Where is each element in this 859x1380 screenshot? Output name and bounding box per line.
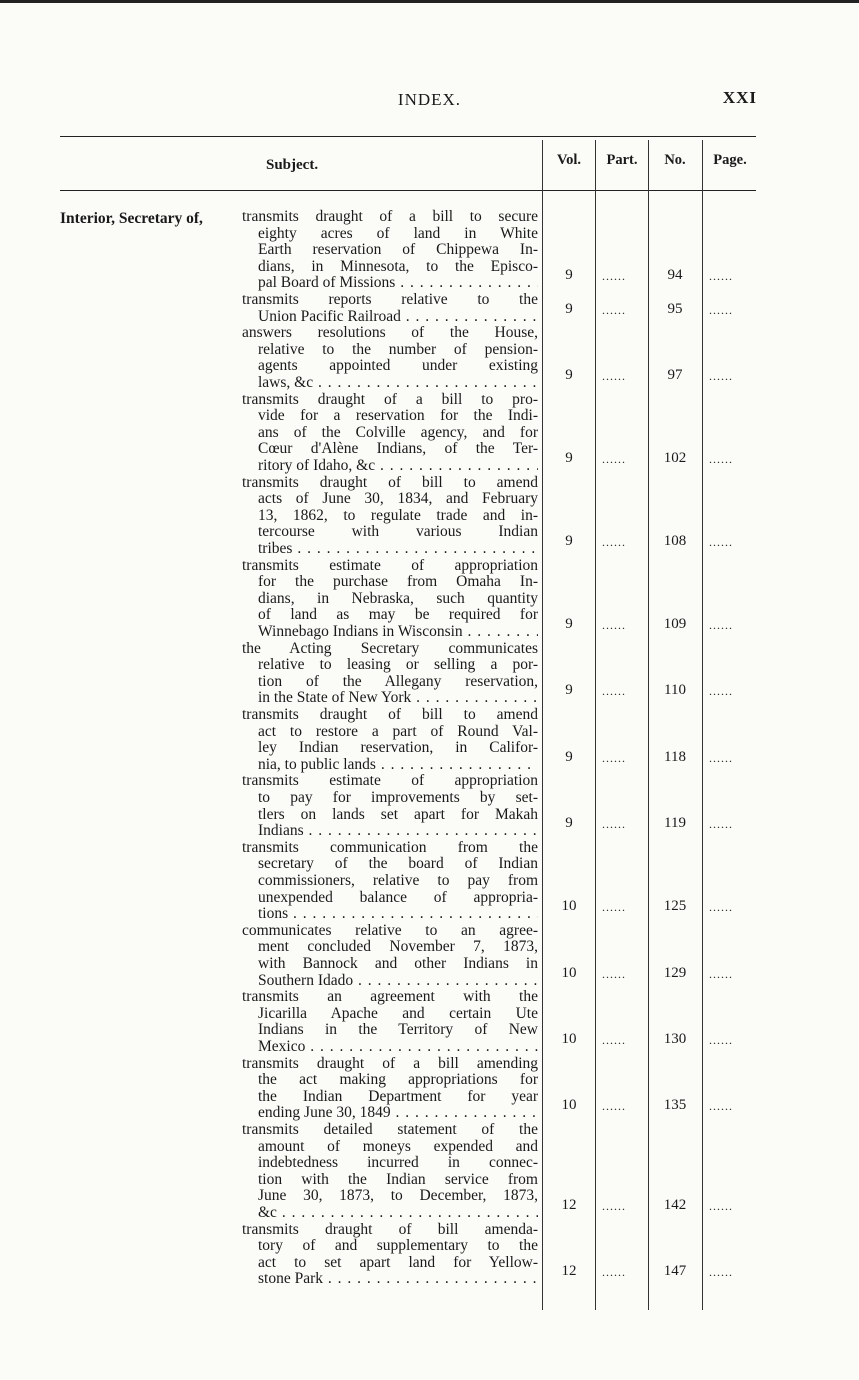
entry-line: transmits reports relative to the — [242, 292, 538, 308]
entry-vol: 10 — [561, 898, 577, 915]
entry-line: laws, &c . . . — [242, 375, 538, 392]
entry-vol: 12 — [561, 1263, 577, 1280]
column-divider-vol — [542, 140, 543, 1310]
entry-line: transmits estimate of appropriation — [242, 557, 538, 574]
index-entry — [242, 475, 538, 558]
entry-page: ...... — [709, 1199, 733, 1213]
entry-line: transmits draught of a bill to pro- — [242, 391, 538, 408]
entry-line: ans of the Colville agency, and for — [258, 424, 538, 441]
entry-vol: 9 — [565, 533, 573, 549]
entry-line: transmits communication from the — [242, 839, 538, 856]
entry-line: Southern Idado . . . — [242, 973, 538, 990]
entry-page: ...... — [709, 966, 733, 981]
entry-part: ...... — [602, 269, 626, 284]
entry-no: 118 — [664, 748, 686, 765]
entry-line: secretary of the board of Indian — [258, 856, 538, 873]
page-top-edge — [0, 0, 859, 3]
entry-part: ...... — [602, 817, 626, 832]
entry-no: 102 — [663, 450, 687, 466]
index-entry — [242, 558, 538, 641]
entry-line: communicates relative to an agree- — [242, 922, 538, 939]
entry-no: 142 — [663, 1197, 687, 1213]
entry-line: transmits detailed statement of the — [242, 1122, 538, 1138]
entry-page: ...... — [709, 452, 733, 466]
entry-vol: 9 — [565, 367, 573, 383]
entry-line: ley Indian reservation, in Califor- — [258, 740, 538, 757]
entry-line: June 30, 1873, to December, 1873, — [258, 1188, 538, 1205]
entry-part: ...... — [602, 966, 626, 981]
entry-line: amount of moneys expended and — [258, 1138, 538, 1155]
entry-vol: 10 — [561, 1031, 577, 1047]
entry-part: ...... — [602, 684, 626, 699]
entry-line: the Acting Secretary communicates — [242, 640, 538, 657]
entry-line: answers resolutions of the House, — [242, 325, 538, 342]
entry-line: indebtedness incurred in connec- — [258, 1155, 538, 1172]
entry-page: ...... — [709, 750, 733, 765]
entry-line: transmits estimate of appropriation — [242, 773, 538, 790]
entry-line: ritory of Idaho, &c . . . — [242, 458, 538, 475]
entry-part: ...... — [602, 452, 626, 466]
entry-page: ...... — [709, 900, 733, 915]
index-entry — [242, 1122, 538, 1222]
entry-no: 109 — [663, 616, 687, 632]
entry-line: nia, to public lands . . . — [242, 757, 538, 774]
entry-line: transmits draught of bill amenda- — [242, 1221, 538, 1238]
column-header-subject: Subject. — [266, 157, 319, 173]
entry-line: for the purchase from Omaha In- — [258, 574, 538, 591]
entry-line: transmits draught of a bill to secure — [242, 209, 538, 225]
entry-vol: 9 — [565, 300, 573, 317]
column-header-part: Part. — [606, 152, 638, 168]
entry-vol: 10 — [561, 1097, 577, 1114]
entry-line: dians, in Minnesota, to the Episco- — [258, 258, 538, 275]
header-top-rule — [60, 136, 756, 137]
entry-line: ending June 30, 1849 . . . — [242, 1105, 538, 1122]
index-entry — [242, 292, 538, 325]
entry-vol: 9 — [565, 815, 573, 832]
page-title: INDEX. — [397, 90, 462, 109]
entry-line: Mexico . . . — [242, 1039, 538, 1056]
entry-line: transmits an agreement with the — [242, 989, 538, 1006]
entry-line: tlers on lands set apart for Makah — [258, 806, 538, 823]
entry-line: pal Board of Missions . . . — [242, 275, 538, 292]
entry-vol: 9 — [565, 748, 573, 765]
entry-part: ...... — [602, 369, 626, 383]
entry-part: ...... — [602, 618, 626, 632]
entry-line: with Bannock and other Indians in — [258, 955, 538, 972]
entry-line: dians, in Nebraska, such quantity — [258, 590, 538, 607]
entry-line: transmits draught of bill to amend — [242, 707, 538, 723]
entry-line: vide for a reservation for the Indi- — [258, 408, 538, 425]
entry-part: ...... — [602, 535, 626, 549]
entry-no: 130 — [663, 1031, 687, 1047]
entry-line: act to restore a part of Round Val- — [258, 723, 538, 740]
index-entry — [242, 392, 538, 475]
entry-line: relative to the number of pension- — [258, 341, 538, 358]
entry-no: 119 — [664, 815, 686, 832]
entry-line: of land as may be required for — [258, 607, 538, 624]
entry-line: tribes . . . — [242, 541, 538, 558]
entry-vol: 9 — [565, 267, 573, 284]
entry-line: Winnebago Indians in Wisconsin . . . — [242, 624, 538, 641]
entry-line: relative to leasing or selling a por- — [258, 657, 538, 674]
entry-page: ...... — [709, 684, 733, 699]
index-entry — [242, 1222, 538, 1288]
entry-vol: 9 — [565, 682, 573, 699]
entry-vol: 12 — [561, 1197, 577, 1213]
entry-line: unexpended balance of appropria- — [258, 889, 538, 906]
entry-line: in the State of New York . . . — [242, 690, 538, 707]
entry-vol: 9 — [565, 616, 573, 632]
entry-line: stone Park . . . — [242, 1271, 538, 1288]
entry-page: ...... — [709, 1265, 733, 1280]
entry-line: 13, 1862, to regulate trade and in- — [258, 507, 538, 524]
column-divider-no — [648, 140, 649, 1310]
index-entry — [242, 1056, 538, 1122]
entry-part: ...... — [602, 1265, 626, 1280]
entry-no: 125 — [663, 898, 687, 915]
page-number: XXI — [722, 88, 757, 107]
entry-page: ...... — [709, 618, 733, 632]
entry-line: &c . . . — [242, 1205, 538, 1222]
entry-no: 135 — [663, 1097, 687, 1114]
entry-heading: Interior, Secretary of, — [60, 210, 203, 227]
entry-page: ...... — [709, 817, 733, 832]
entry-part: ...... — [602, 750, 626, 765]
entry-page: ...... — [709, 1099, 733, 1114]
entry-line: the Indian Department for year — [258, 1088, 538, 1105]
index-entry — [242, 707, 538, 773]
column-header-page: Page. — [713, 152, 747, 168]
entry-line: commissioners, relative to pay from — [258, 872, 538, 889]
index-entry — [242, 209, 538, 292]
entry-line: Cœur d'Alène Indians, of the Ter- — [258, 441, 538, 458]
entry-part: ...... — [602, 900, 626, 915]
entry-line: act to set apart land for Yellow- — [258, 1254, 538, 1271]
entry-line: Indians . . . — [242, 823, 538, 840]
entry-part: ...... — [602, 302, 626, 317]
entry-line: to pay for improvements by set- — [258, 789, 538, 806]
index-entry — [242, 923, 538, 989]
header-bottom-rule — [60, 190, 756, 191]
entry-line: tory of and supplementary to the — [258, 1238, 538, 1255]
entry-line: tions . . . — [242, 906, 538, 923]
entry-page: ...... — [709, 302, 733, 317]
entry-line: acts of June 30, 1834, and February — [258, 491, 538, 508]
entry-line: tion of the Allegany reservation, — [258, 673, 538, 690]
entry-page: ...... — [709, 269, 733, 284]
entry-part: ...... — [602, 1099, 626, 1114]
entry-line: eighty acres of land in White — [258, 225, 538, 242]
entry-line: the act making appropriations for — [258, 1072, 538, 1089]
entry-page: ...... — [709, 535, 733, 549]
index-entry — [242, 773, 538, 839]
column-header-vol: Vol. — [556, 152, 582, 168]
entry-part: ...... — [602, 1033, 626, 1047]
entry-page: ...... — [709, 1033, 733, 1047]
entry-line: agents appointed under existing — [258, 358, 538, 375]
entry-line: Union Pacific Railroad . . . — [242, 309, 538, 326]
entry-line: tercourse with various Indian — [258, 524, 538, 541]
entry-no: 95 — [667, 300, 683, 317]
entry-no: 147 — [663, 1263, 687, 1280]
index-entry — [242, 840, 538, 923]
entry-vol: 9 — [565, 450, 573, 466]
entry-no: 129 — [663, 964, 687, 981]
entry-page: ...... — [709, 369, 733, 383]
entry-part: ...... — [602, 1199, 626, 1213]
entry-line: transmits draught of bill to amend — [242, 474, 538, 491]
entry-no: 97 — [667, 367, 683, 383]
entry-no: 94 — [667, 267, 683, 284]
entry-line: ment concluded November 7, 1873, — [258, 939, 538, 956]
index-entry — [242, 641, 538, 707]
entry-no: 110 — [664, 682, 686, 699]
column-divider-part — [595, 140, 596, 1310]
entry-line: transmits draught of a bill amending — [242, 1055, 538, 1072]
column-divider-page — [702, 140, 703, 1310]
index-entry — [242, 325, 538, 391]
entry-line: Jicarilla Apache and certain Ute — [258, 1005, 538, 1022]
column-header-no: No. — [664, 152, 686, 168]
entry-vol: 10 — [561, 964, 577, 981]
entry-no: 108 — [663, 533, 687, 549]
entry-line: Indians in the Territory of New — [258, 1022, 538, 1039]
index-entry — [242, 989, 538, 1055]
entry-line: tion with the Indian service from — [258, 1171, 538, 1188]
entry-line: Earth reservation of Chippewa In- — [258, 242, 538, 259]
